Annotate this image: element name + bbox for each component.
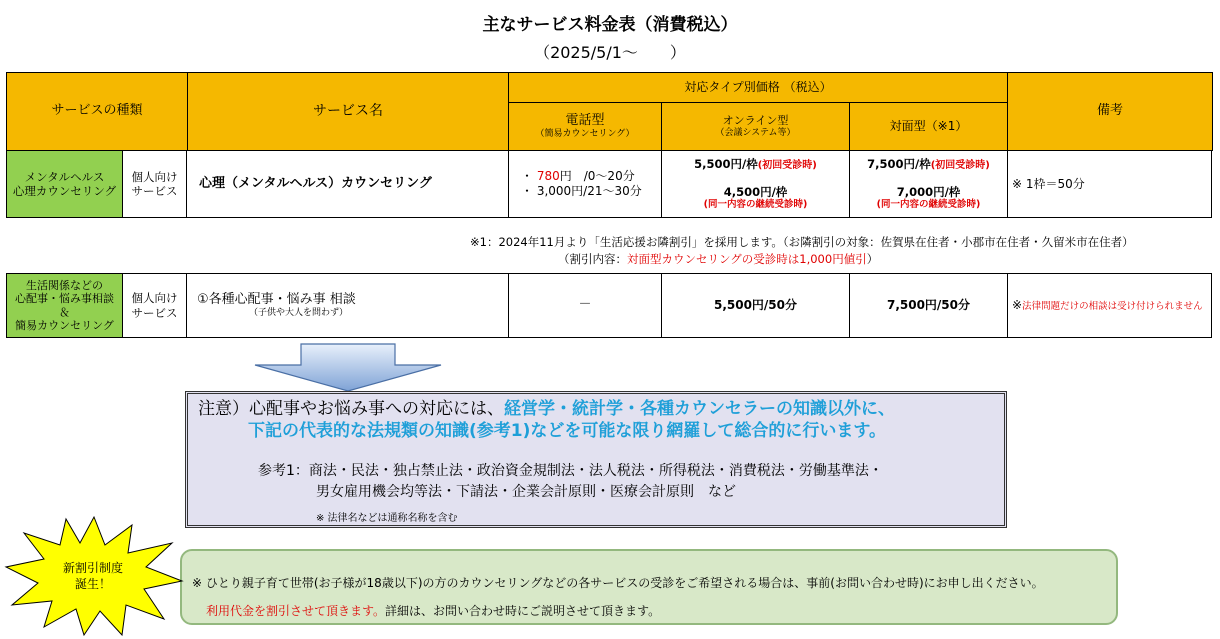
category-label: メンタルヘルス 心理カウンセリング (12, 169, 117, 198)
discount-detail: 対面型カウンセリングの受診時は1,000円値引 (627, 252, 867, 266)
online-first-note: (初回受診時) (757, 160, 817, 172)
remarks-mark: ※ (1012, 298, 1023, 312)
phone-price-line1 (521, 169, 661, 184)
service-name-cell (187, 274, 509, 338)
burst-label: 新割引制度 誕生！ (62, 561, 123, 591)
down-arrow-icon (253, 343, 443, 393)
discount-note-line1: ※1：2024年11月より「生活応援お隣割引」を採用します。（お隣割引の対象：佐賀県在住者・小郡市在住者・久留米市在住者） (470, 235, 1134, 249)
burst-text (50, 560, 136, 592)
header-online-sub: （会議システム等） (715, 127, 796, 138)
discount-post: ） (866, 252, 879, 266)
discount-note-line2 (470, 251, 1134, 268)
price-table-row1 (6, 150, 1212, 218)
price-table-main (6, 72, 1213, 151)
online-continue-note: (同一内容の継続受診時) (703, 199, 808, 210)
header-phone-sub: （簡易カウンセリング） (535, 129, 635, 139)
phone-price-cell: － (509, 274, 662, 338)
phone-price-rest: 円 /0～20分 (559, 169, 635, 183)
face-price-cell (850, 151, 1008, 218)
category-mental-health (7, 151, 123, 218)
target-label: 個人向け サービス (131, 291, 178, 320)
page-title: 主なサービス料金表（消費税込） (482, 15, 738, 35)
service-sub: （子供や大人を問わず） (249, 308, 349, 318)
face-price-cell: 7,500円/50分 (850, 274, 1008, 338)
header-online (662, 103, 850, 151)
header-phone (509, 103, 662, 151)
online-price-first: 5,500円/枠 (694, 157, 758, 172)
promo-details: 詳細は、お問い合わせ時にご説明させて頂きます。 (385, 604, 661, 618)
face-price-continue: 7,000円/枠 (896, 184, 961, 199)
category-consultation (7, 274, 123, 338)
remarks-cell (1008, 274, 1212, 338)
target-label: 個人向け サービス (131, 169, 178, 198)
remarks-cell: ※ 1枠＝50分 (1008, 151, 1212, 218)
target-cell (123, 151, 187, 218)
remarks-text: 法律問題だけの相談は受け付けられません (1022, 301, 1203, 312)
phone-price-780: 780 (536, 169, 560, 183)
reference-line2: 男女雇用機会均等法・下請法・企業会計原則・医療会計原則 など (316, 484, 736, 500)
target-cell (123, 274, 187, 338)
header-face: 対面型（※1） (850, 103, 1008, 151)
face-continue-note: (同一内容の継続受診時) (876, 199, 981, 210)
notice-line1 (198, 398, 895, 420)
phone-price-cell (509, 151, 662, 218)
bullet: ・ (521, 169, 534, 183)
online-price-cell (662, 151, 850, 218)
promo-line2 (206, 602, 660, 619)
header-phone-title: 電話型 (565, 112, 605, 128)
header-service-type: サービスの種類 (7, 73, 188, 151)
notice-highlight: 経営学・統計学・各種カウンセラーの知識以外に、 (504, 399, 895, 419)
reference-note: ※ 法律名などは通称名称を含む (316, 513, 458, 524)
service-name: ①各種心配事・悩み事 相談 (197, 291, 356, 307)
header-online-title: オンライン型 (722, 114, 789, 127)
reference-line1: 参考1：商法・民法・独占禁止法・政治資金規制法・法人税法・所得税法・消費税法・労働基準法・ (258, 463, 883, 479)
header-remarks: 備考 (1008, 73, 1213, 151)
header-price-group: 対応タイプ別価格 （税込） (509, 73, 1008, 103)
price-table-row2 (6, 273, 1212, 338)
notice-prefix: 注意）心配事やお悩み事への対応には、 (198, 399, 504, 419)
face-first-note: (初回受診時) (930, 160, 990, 172)
online-price-continue: 4,500円/枠 (723, 184, 788, 199)
service-name-cell: 心理（メンタルヘルス）カウンセリング (187, 151, 509, 218)
promo-discount: 利用代金を割引させて頂きます。 (206, 604, 386, 618)
online-price-cell: 5,500円/50分 (662, 274, 850, 338)
period-label: （2025/5/1～ ） (534, 43, 686, 62)
promo-line1: ※ ひとり親子育て世帯(お子様が18歳以下)の方のカウンセリングなどの各サービスの受診をご希望される場合は、事前(お問い合わせ時)にお申し出ください。 (192, 576, 1044, 590)
notice-line2: 下記の代表的な法規類の知識(参考1)などを可能な限り網羅して総合的に行います。 (248, 421, 887, 441)
discount-note (470, 234, 1134, 268)
phone-price-line2: ・ 3,000円/21～30分 (521, 184, 642, 198)
discount-pre: （割引内容： (558, 252, 627, 266)
header-service-name: サービス名 (188, 73, 509, 151)
face-price-first: 7,500円/枠 (867, 157, 931, 172)
category-label: 生活関係などの 心配事・悩み事相談 ＆ 簡易カウンセリング (15, 279, 114, 332)
